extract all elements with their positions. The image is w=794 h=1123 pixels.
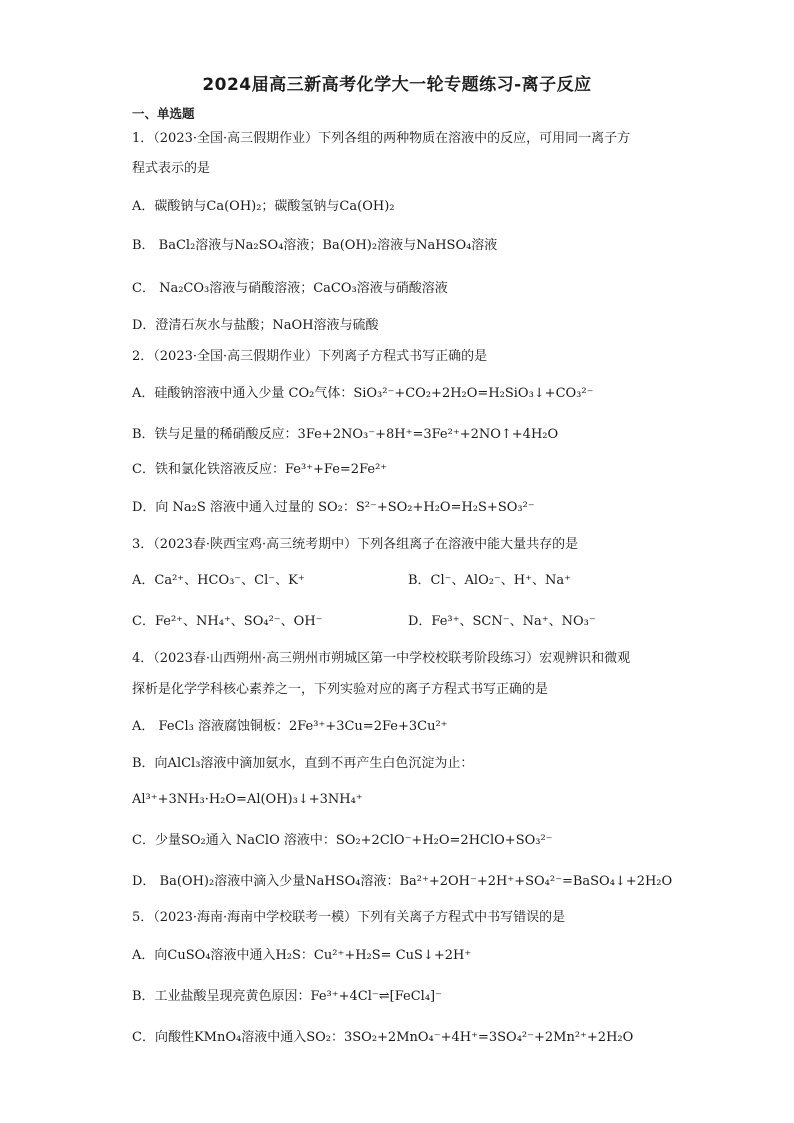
q1-option-d: D．澄清石灰水与盐酸；NaOH溶液与硫酸: [132, 318, 379, 333]
q4-option-a: A． FeCl₃ 溶液腐蚀铜板：2Fe³⁺+3Cu=2Fe+3Cu²⁺: [132, 719, 448, 734]
q4-option-b-line1: B．向AlCl₃溶液中滴加氨水，直到不再产生白色沉淀为止：: [132, 756, 474, 771]
q2-option-b: B．铁与足量的稀硝酸反应：3Fe+2NO₃⁻+8H⁺=3Fe²⁺+2NO↑+4H₂O: [132, 427, 559, 442]
q2-option-a: A．硅酸钠溶液中通入少量 CO₂气体：SiO₃²⁻+CO₂+2H₂O=H₂SiO₃↓+CO₃²⁻: [132, 386, 594, 401]
q3-option-a: A．Ca²⁺、HCO₃⁻、Cl⁻、K⁺: [132, 573, 305, 588]
q1-option-b: B． BaCl₂溶液与Na₂SO₄溶液；Ba(OH)₂溶液与NaHSO₄溶液: [132, 238, 498, 253]
q4-stem-line1: 4．（2023春·山西朔州·高三朔州市朔城区第一中学校校联考阶段练习）宏观辨识和微观: [132, 651, 631, 666]
q1-stem-line2: 程式表示的是: [132, 161, 211, 176]
q1-stem-line1: 1．（2023·全国·高三假期作业）下列各组的两种物质在溶液中的反应，可用同一离子方: [132, 131, 631, 146]
q5-stem: 5．（2023·海南·海南中学校联考一模）下列有关离子方程式中书写错误的是: [132, 910, 566, 925]
q4-stem-line2: 探析是化学学科核心素养之一，下列实验对应的离子方程式书写正确的是: [132, 682, 549, 697]
section-heading: 一、单选题: [132, 106, 195, 121]
q3-option-d: D．Fe³⁺、SCN⁻、Na⁺、NO₃⁻: [408, 614, 596, 629]
q1-option-a: A．碳酸钠与Ca(OH)₂；碳酸氢钠与Ca(OH)₂: [132, 199, 395, 214]
q2-option-d: D．向 Na₂S 溶液中通入过量的 SO₂：S²⁻+SO₂+H₂O=H₂S+SO₃²⁻: [132, 500, 535, 515]
q3-option-b: B．Cl⁻、AlO₂⁻、H⁺、Na⁺: [408, 573, 571, 588]
q3-option-c: C．Fe²⁺、NH₄⁺、SO₄²⁻、OH⁻: [132, 614, 323, 629]
q5-option-a: A．向CuSO₄溶液中通入H₂S：Cu²⁺+H₂S= CuS↓+2H⁺: [132, 948, 472, 963]
q3-stem: 3．（2023春·陕西宝鸡·高三统考期中）下列各组离子在溶液中能大量共存的是: [132, 537, 579, 552]
q4-option-b-line2: Al³⁺+3NH₃·H₂O=Al(OH)₃↓+3NH₄⁺: [132, 792, 363, 807]
q2-stem: 2．（2023·全国·高三假期作业）下列离子方程式书写正确的是: [132, 349, 488, 364]
q5-option-c: C．向酸性KMnO₄溶液中通入SO₂：3SO₂+2MnO₄⁻+4H⁺=3SO₄²⁻+2Mn²⁺+2H₂O: [132, 1030, 634, 1045]
q4-option-c: C．少量SO₂通入 NaClO 溶液中：SO₂+2ClO⁻+H₂O=2HClO+SO₃²⁻: [132, 833, 553, 848]
q5-option-b: B．工业盐酸呈现亮黄色原因：Fe³⁺+4Cl⁻⇌[FeCl₄]⁻: [132, 989, 442, 1004]
q1-option-c: C． Na₂CO₃溶液与硝酸溶液；CaCO₃溶液与硝酸溶液: [132, 281, 448, 296]
document-title: 2024届高三新高考化学大一轮专题练习-离子反应: [202, 75, 592, 95]
q2-option-c: C．铁和氯化铁溶液反应：Fe³⁺+Fe=2Fe²⁺: [132, 462, 388, 477]
q4-option-d: D． Ba(OH)₂溶液中滴入少量NaHSO₄溶液：Ba²⁺+2OH⁻+2H⁺+SO₄²⁻=BaSO₄↓+2H₂O: [132, 874, 673, 889]
